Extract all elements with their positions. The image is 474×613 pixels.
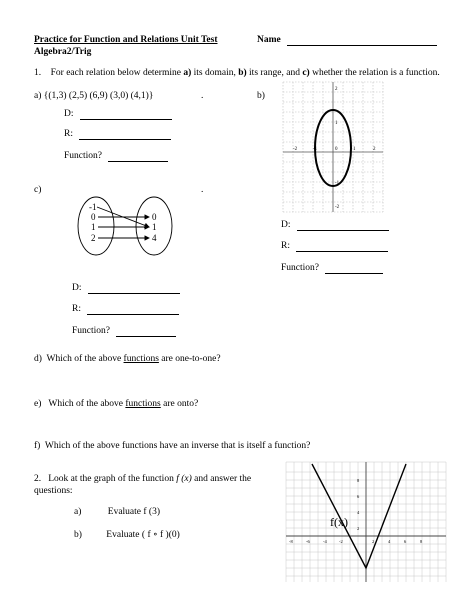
part-c-label: c) bbox=[34, 185, 42, 195]
name-label bbox=[257, 34, 437, 46]
mapping-left-value: 1 bbox=[91, 222, 96, 232]
part-b-function-label: Function? bbox=[281, 263, 319, 273]
question-2 bbox=[34, 473, 251, 485]
q2-x-tick: 6 bbox=[404, 539, 407, 544]
part-a-range-label: R: bbox=[64, 129, 73, 139]
part-b-y-tick: 1 bbox=[335, 121, 338, 126]
part-b-x-tick: -2 bbox=[293, 147, 298, 152]
q2-text-pre: Look at the graph of the function bbox=[48, 474, 177, 484]
part-b-range bbox=[281, 240, 388, 252]
q1-number: 1. bbox=[34, 68, 42, 78]
part-e-functions-word: functions bbox=[125, 399, 161, 409]
mapping-left-value: 0 bbox=[91, 212, 96, 222]
q2-y-tick: 6 bbox=[357, 494, 360, 499]
q2-x-tick: -2 bbox=[339, 539, 343, 544]
part-a-relation bbox=[34, 90, 153, 102]
part-a-range-line[interactable] bbox=[79, 129, 171, 140]
q2-a-text: Evaluate f (3) bbox=[107, 507, 160, 517]
part-b-y-tick: -2 bbox=[335, 205, 340, 210]
q2-x-tick: 4 bbox=[388, 539, 391, 544]
q2-x-tick: -6 bbox=[306, 539, 310, 544]
q2-graph bbox=[286, 462, 446, 582]
part-e-text-pre: Which of the above bbox=[48, 399, 126, 409]
name-label-text: Name bbox=[257, 35, 281, 45]
part-a-function-line[interactable] bbox=[108, 151, 168, 162]
part-b-domain bbox=[281, 219, 389, 231]
q2-curve-label: f(x) bbox=[330, 515, 348, 529]
part-d-functions-word: functions bbox=[123, 354, 159, 364]
mapping-right-value: 1 bbox=[152, 222, 157, 232]
mapping-left-value: -1 bbox=[89, 202, 97, 212]
part-e-question bbox=[34, 398, 198, 410]
part-f-text: Which of the above functions have an inverse that is itself a function? bbox=[44, 441, 311, 451]
q2-a-label: a) bbox=[74, 507, 82, 517]
part-c-domain bbox=[72, 282, 180, 294]
page-title: Practice for Function and Relations Unit Test bbox=[34, 35, 218, 45]
q2-b-label: b) bbox=[74, 530, 82, 540]
part-a-set: {(1,3) (2,5) (6,9) (3,0) (4,1)} bbox=[43, 91, 154, 101]
part-b-domain-line[interactable] bbox=[297, 220, 389, 231]
part-b-x-tick: 2 bbox=[373, 147, 376, 152]
q1-text-domain: its domain, bbox=[191, 68, 239, 78]
part-b-x-tick: 1 bbox=[353, 147, 356, 152]
part-c-mapping-diagram bbox=[72, 196, 182, 262]
part-a-label: a) bbox=[34, 91, 42, 101]
part-a-domain-label: D: bbox=[64, 109, 74, 119]
q1-b-label: b) bbox=[238, 68, 247, 78]
q2-x-tick: -8 bbox=[289, 539, 293, 544]
part-a-domain bbox=[64, 108, 172, 120]
part-f-label: f) bbox=[34, 441, 41, 451]
course-title: Algebra2/Trig bbox=[34, 47, 92, 57]
part-b-x-tick: -1 bbox=[313, 147, 318, 152]
part-b-domain-label: D: bbox=[281, 220, 291, 230]
part-c-function bbox=[72, 325, 176, 337]
part-d-text-post: are one-to-one? bbox=[158, 354, 221, 364]
part-b-x-tick: 0 bbox=[335, 147, 338, 152]
q2-part-b bbox=[74, 529, 180, 541]
part-f-question bbox=[34, 440, 310, 452]
mapping-right-value: 0 bbox=[152, 212, 157, 222]
q2-x-tick: 8 bbox=[420, 539, 423, 544]
part-b-y-tick: 2 bbox=[335, 87, 338, 92]
part-c-domain-line[interactable] bbox=[88, 283, 180, 294]
part-a-range bbox=[64, 128, 171, 140]
part-d-text-pre: Which of the above bbox=[46, 354, 124, 364]
part-c-domain-label: D: bbox=[72, 283, 82, 293]
q2-part-a bbox=[74, 506, 160, 518]
part-a-function-label: Function? bbox=[64, 151, 102, 161]
part-c-function-label: Function? bbox=[72, 326, 110, 336]
q2-fx: f (x) bbox=[176, 474, 192, 484]
q2-b-text: Evaluate ( f ∘ f )(0) bbox=[106, 530, 180, 540]
part-d-question bbox=[34, 353, 221, 365]
q2-y-tick: 8 bbox=[357, 478, 360, 483]
q1-text-range: its range, and bbox=[246, 68, 303, 78]
q2-number: 2. bbox=[34, 474, 42, 484]
mapping-arrows bbox=[97, 207, 149, 238]
part-c-range-label: R: bbox=[72, 304, 81, 314]
part-e-text-post: are onto? bbox=[160, 399, 199, 409]
q2-text-post: and answer the bbox=[191, 474, 252, 484]
part-b-graph bbox=[283, 82, 383, 212]
part-b-range-line[interactable] bbox=[296, 241, 388, 252]
mapping-right-value: 4 bbox=[152, 233, 157, 243]
q2-x-tick: 2 bbox=[372, 539, 375, 544]
part-b-label: b) bbox=[257, 91, 265, 101]
q1-text-pre: For each relation below determine bbox=[50, 68, 184, 78]
question-1 bbox=[34, 67, 440, 79]
part-a-dot: . bbox=[201, 91, 204, 101]
part-b-function bbox=[281, 262, 383, 274]
part-e-label: e) bbox=[34, 399, 42, 409]
name-field-line[interactable] bbox=[287, 35, 437, 46]
part-b-y-tick: -1 bbox=[335, 181, 340, 186]
part-d-label: d) bbox=[34, 354, 42, 364]
mapping-left-value: 2 bbox=[91, 233, 96, 243]
part-c-dot: . bbox=[201, 185, 204, 195]
part-c-range-line[interactable] bbox=[87, 304, 179, 315]
part-c-function-line[interactable] bbox=[116, 326, 176, 337]
q2-y-tick: 2 bbox=[357, 526, 360, 531]
part-c-range bbox=[72, 303, 179, 315]
q2-x-tick: -4 bbox=[323, 539, 327, 544]
q2-text-line2: questions: bbox=[34, 486, 73, 496]
q1-text-end: whether the relation is a function. bbox=[309, 68, 440, 78]
q2-y-tick: 4 bbox=[357, 510, 360, 515]
q1-a-label: a) bbox=[183, 68, 192, 78]
part-a-domain-line[interactable] bbox=[80, 109, 172, 120]
part-b-function-line[interactable] bbox=[325, 263, 383, 274]
part-a-function bbox=[64, 150, 168, 162]
part-b-range-label: R: bbox=[281, 241, 290, 251]
q1-c-label: c) bbox=[302, 68, 310, 78]
